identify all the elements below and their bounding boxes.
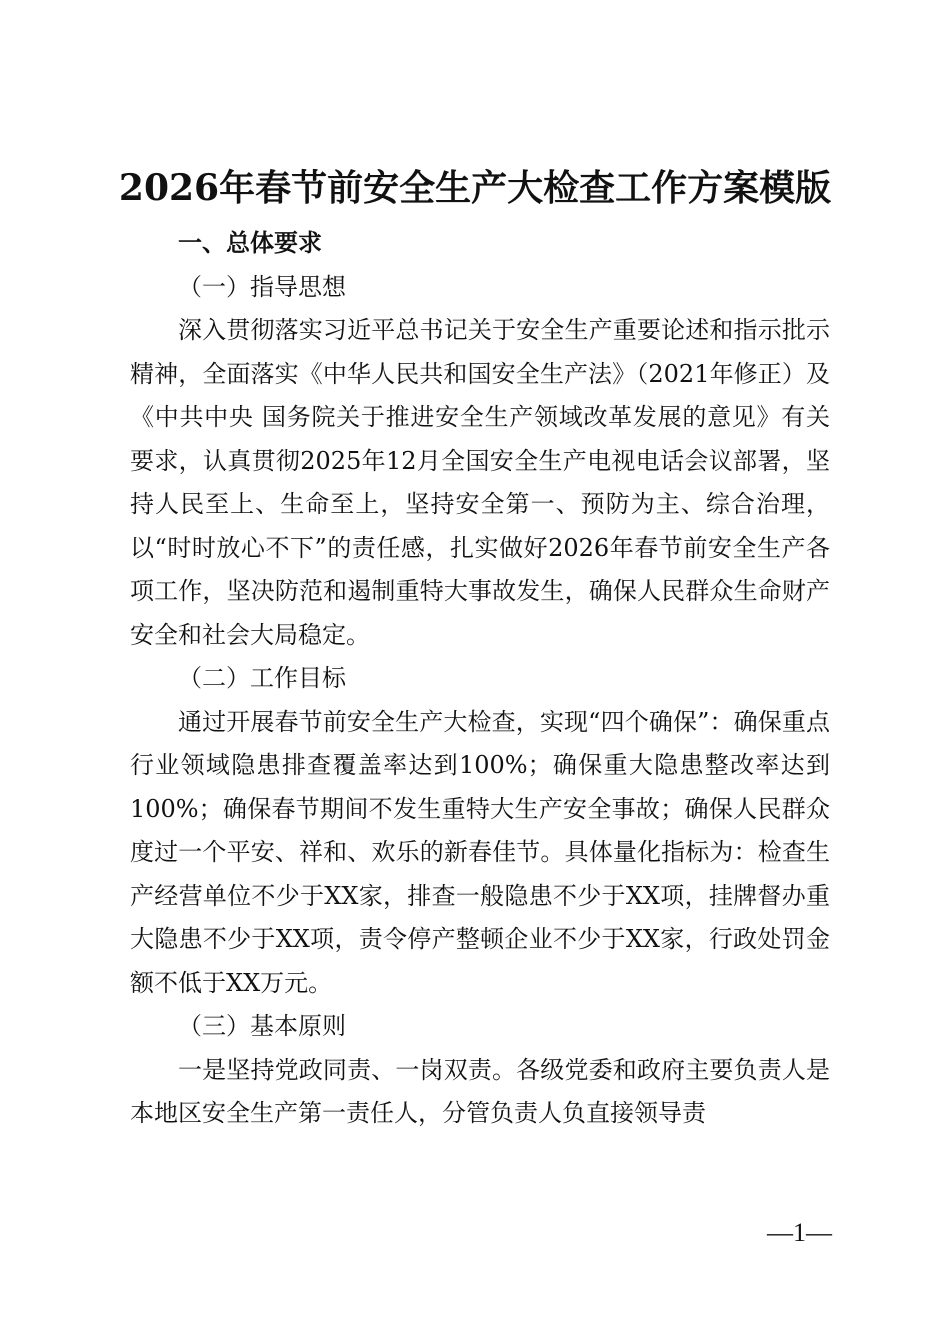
page-number: —1— [767,1218,832,1247]
document-body [130,222,830,1136]
paragraph-work-goals: 通过开展春节前安全生产大检查，实现“四个确保”：确保重点行业领域隐患排查覆盖率达到100%；确保重大隐患整改率达到100%；确保春节期间不发生重特大生产安全事故；确保人民群众度过一个平安、祥和、欢乐的新春佳节。具体量化指标为：检查生产经营单位不少于XX家，排查一般隐患不少于XX项，挂牌督办重大隐患不少于XX项，责令停产整顿企业不少于XX家，行政处罚金额不低于XX万元。 [130,707,830,997]
paragraph-basic-principles: 一是坚持党政同责、一岗双责。各级党委和政府主要负责人是本地区安全生产第一责任人，分管负责人负直接领导责 [130,1055,830,1127]
paragraph-guiding-ideology: 深入贯彻落实习近平总书记关于安全生产重要论述和指示批示精神，全面落实《中华人民共和国安全生产法》（2021年修正）及《中共中央 国务院关于推进安全生产领域改革发展的意见》有关要求，认真贯彻2025年12月全国安全生产电视电话会议部署，坚持人民至上、生命至上，坚持安全第一、预防为主、综合治理，以“时时放心不下”的责任感，扎实做好2026年春节前安全生产各项工作，坚决防范和遏制重特大事故发生，确保人民群众生命财产安全和社会大局稳定。 [130,316,830,649]
subsection-heading-basic-principles: （三）基本原则 [178,1012,346,1040]
subsection-heading-guiding-ideology: （一）指导思想 [178,272,346,301]
document-title: 2026年春节前安全生产大检查工作方案模版 [118,167,832,209]
subsection-heading-work-goals: （二）工作目标 [178,664,346,692]
section-heading-overall-requirements: 一、总体要求 [178,229,322,257]
